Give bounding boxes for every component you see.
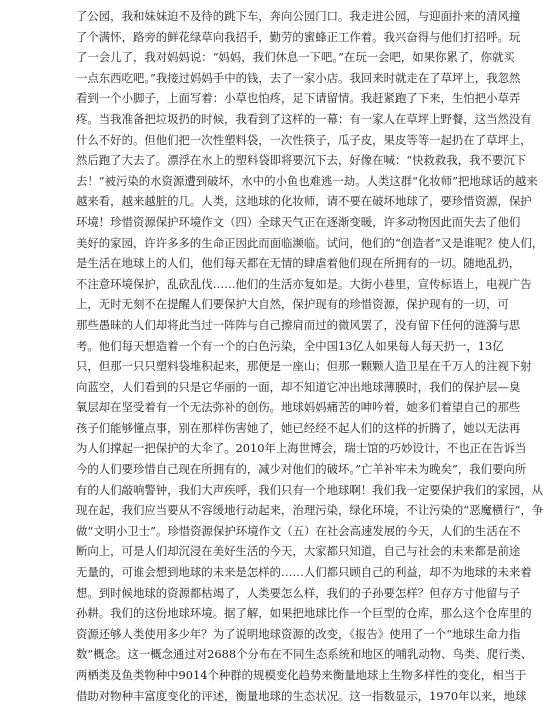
- text-line: 看到一个小脚子，上面写着：小草也怕疼，足下请留情。我赶紧跑了下来，生怕把小草弄: [76, 91, 521, 106]
- text-line: 只，但那一只只塑料袋堆积起来，那便是一座山；但那一颗颗人造卫星在千万人的注视下射: [76, 359, 532, 374]
- text-line: 为人们撑起一把保护的大伞了。2010年上海世博会，瑞士馆的巧妙设计，不也正在告诉当: [76, 441, 527, 456]
- text-line: 数”概念。这一概念通过对2688个分布在不同生态系统和地区的哺乳动物、鸟类、爬行类、: [76, 647, 533, 662]
- text-line: 疼。当我准备把垃圾扔的时候，我看到了这样的一幕：有一家人在草坪上野餐，这当然没有: [76, 111, 532, 126]
- text-line: 环境！珍惜资源保护环境作文（四）全球天气正在逐渐变暖，许多动物因此而失去了他们: [76, 214, 521, 229]
- text-line: 孩子们能够懂点事，别在那样伤害她了，她已经经不起人们的这样的折腾了，她以无法再: [76, 420, 521, 435]
- text-line: 然后跑了大去了。漂浮在水上的塑料袋即将要沉下去，好像在喊：“快救救我，我不要沉下: [76, 153, 527, 168]
- text-line: 断向上，可是人们却沉浸在美好生活的今天，大家都只知道，自己与社会的未来都是前途: [76, 544, 521, 559]
- text-line: 借助对物种丰富度变化的评述，衡量地球的生态状况。这一指数显示，1970年以来，地球: [76, 688, 527, 703]
- text-line: 有的人们敲响警钟，我们大声疾呼，我们只有一个地球啊！我们我一定要保护我们的家园，从: [76, 482, 543, 497]
- text-line: 做“文明小卫士”。珍惜资源保护环境作文（五）在社会高速发展的今天，人们的生活在不: [76, 523, 521, 538]
- text-line: 越来看，越来越脏的几。人类，这地球的化妆师，请不要在破坏地球了，要珍惜资源，保护: [76, 194, 532, 209]
- text-line: 今的人们要珍惜自己现在所拥有的，减少对他们的破坏。”亡羊补牢未为晚矣”，我们要向所: [76, 462, 527, 477]
- text-line: 不注意环境保护，乱砍乱伐……他们的生活亦复如是。大街小巷里，宣传标语上，电视广告: [76, 276, 532, 291]
- text-line: 什么不好的。但他们把一次性塑料袋，一次性筷子，瓜子皮，果皮等等一起扔在了草坪上，: [76, 132, 532, 147]
- text-line: 上，无时无刻不在提醒人们要保护大自然，保护现有的珍惜资源，保护现有的一切，可: [76, 297, 509, 312]
- text-line: 资源还够人类使用多少年？为了说明地球资源的改变，《报告》使用了一个“地球生命力指: [76, 626, 521, 641]
- text-line: 了公园，我和妹妹迫不及待的跳下车，奔向公园门口。我走进公园，与迎面扑来的清风撞: [76, 9, 521, 23]
- text-line: 想。到时候地球的资源都枯竭了，人类要怎么样，我们的子孙要怎样？但存方寸他留与子: [76, 585, 521, 600]
- text-line: 向蓝空，人们看到的只是它华丽的一面，却不知道它冲出地球薄膜时，我们的保护层—臭: [76, 379, 521, 394]
- document-body-text: [76, 6, 543, 706]
- text-line: 孙耕。我们的这份地球环境。据了解，如果把地球比作一个巨型的仓库，那么这个仓库里的: [76, 606, 532, 621]
- text-line: 了一会儿了，我对妈妈说：“妈妈，我们休息一下吧。”在玩一会吧，如果你累了，你就买: [76, 50, 515, 65]
- text-line: 考。他们每天想造着一个有一个的白色污染，全中国13亿人如果每人每天扔一，13亿: [76, 338, 504, 353]
- text-line: 两栖类及鱼类物种中9014个种群的规模变化趋势来衡量地球上生物多样性的变化，相当于: [76, 668, 527, 682]
- text-line: 氧层却在坚受着有一个无法弥补的创伤。地球妈妈痛苦的呻吟着，她多们着望自己的那些: [76, 400, 521, 415]
- text-line: 无量的，可谁会想到地球的未来是怎样的……人们都只顾自己的利益，却不为地球的未来着: [76, 565, 532, 580]
- text-line: 美好的家园，许许多多的生命正因此而面临濒临。试问，他们的“创造者”又是谁呢？使人们，: [76, 235, 543, 250]
- text-line: 是生活在地球上的人们，他们每天都在无情的肆虐着他们现在所拥有的一切。随地乱扔，: [76, 256, 521, 271]
- text-line: 现在起，我们应当要从不容缓地行动起来，治理污染，绿化环境，不让污染的“恶魔横行”，争: [76, 503, 543, 518]
- text-line: 去！”被污染的水资源遭到破坏，水中的小鱼也难逃一劫。人类这群“化妆师”把地球话的越来: [76, 173, 538, 188]
- text-line: 那些愚昧的人们却将此当过一阵阵与自己擦肩而过的微风罢了，没有留下任何的涟漪与思: [76, 317, 521, 332]
- text-line: 一点东西吃吧。”我接过妈妈手中的钱，去了一家小店。我回来时就走在了草坪上，我忽然: [76, 70, 521, 85]
- text-line: 了个满怀，路旁的鲜花绿草向我招手，勤劳的蜜蜂正工作着。我兴奋得与他们打招呼。玩: [76, 29, 521, 44]
